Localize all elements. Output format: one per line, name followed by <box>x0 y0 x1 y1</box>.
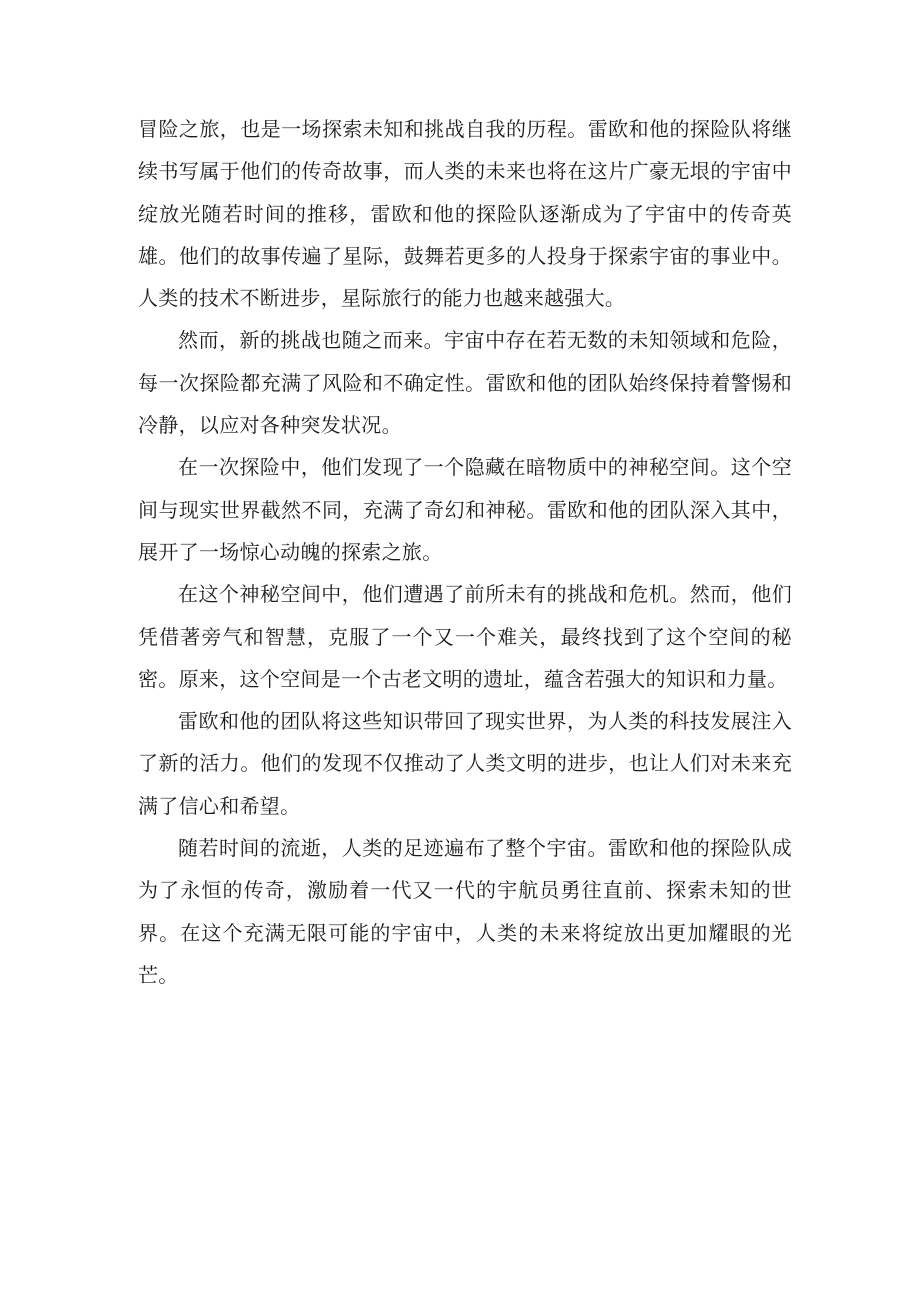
paragraph: 在这个神秘空间中，他们遭遇了前所未有的挑战和危机。然而，他们凭借著旁气和智慧，克服了一个又一个难关，最终找到了这个空间的秘密。原来，这个空间是一个古老文明的遗址，蕴含若强大的知识和力量。 <box>138 582 792 691</box>
paragraph-continuation: 冒险之旅，也是一场探索未知和挑战自我的历程。雷欧和他的探险队将继续书写属于他们的传奇故事，而人类的未来也将在这片广豪无垠的宇宙中绽放光随若时间的推移，雷欧和他的探险队逐渐成为了宇宙中的传奇英雄。他们的故事传遍了星际，鼓舞若更多的人投身于探索宇宙的事业中。人类的技术不断进步，星际旅行的能力也越来越强大。 <box>138 117 792 311</box>
paragraph: 然而，新的挑战也随之而来。宇宙中存在若无数的未知领域和危险，每一次探险都充满了风险和不确定性。雷欧和他的团队始终保持着警惕和冷静，以应对各种突发状况。 <box>138 328 792 438</box>
paragraph: 在一次探险中，他们发现了一个隐藏在暗物质中的神秘空间。这个空间与现实世界截然不同，充满了奇幻和神秘。雷欧和他的团队深入其中，展开了一场惊心动魄的探索之旅。 <box>138 455 792 564</box>
paragraph: 雷欧和他的团队将这些知识带回了现实世界，为人类的科技发展注入了新的活力。他们的发现不仅推动了人类文明的进步，也让人们对未来充满了信心和希望。 <box>138 709 792 818</box>
document-body <box>138 108 792 996</box>
paragraph: 随若时间的流逝，人类的足迹遍布了整个宇宙。雷欧和他的探险队成为了永恒的传奇，激励着一代又一代的宇航员勇往直前、探索未知的世界。在这个充满无限可能的宇宙中，人类的未来将绽放出更加耀眼的光芒。 <box>138 836 792 987</box>
